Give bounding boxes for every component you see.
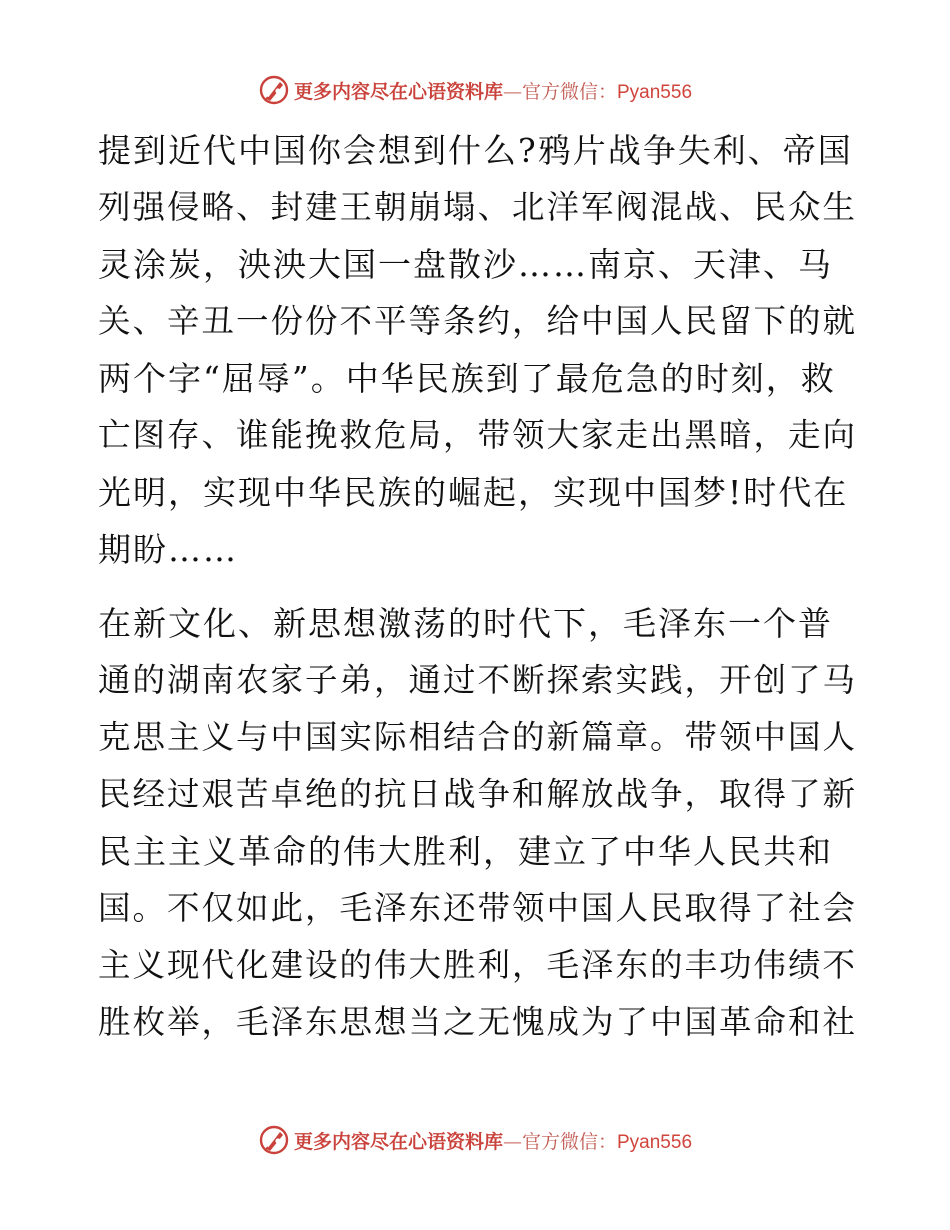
header-wechat-account: Pyan556 [617, 81, 693, 103]
header-wechat-label: 官方微信： [521, 80, 617, 103]
text-line: 民经过艰苦卓绝的抗日战争和解放战争，取得了新 [98, 775, 858, 813]
text-line: 克思主义与中国实际相结合的新篇章。带领中国人 [98, 718, 858, 756]
footer-dash: — [502, 1130, 522, 1153]
text-line: 国。不仅如此，毛泽东还带领中国人民取得了社会 [98, 889, 858, 927]
text-line: 在新文化、新思想激荡的时代下，毛泽东一个普 [98, 604, 833, 643]
header-brand-text: 更多内容尽在心语资料库 [293, 80, 503, 103]
paragraph-1 [98, 122, 858, 578]
header-banner-text [294, 77, 692, 104]
text-line: 光明，实现中华民族的崛起，实现中国梦!时代在 [98, 473, 849, 512]
text-line: 通的湖南农家子弟，通过不断探索实践，开创了马 [98, 661, 858, 699]
paragraph-2 [98, 595, 858, 1051]
quill-logo-icon [258, 1124, 290, 1156]
paragraph-spacer [98, 578, 858, 595]
footer-brand-text: 更多内容尽在心语资料库 [293, 1130, 503, 1153]
footer-banner-text [294, 1127, 692, 1154]
text-line: 胜枚举，毛泽东思想当之无愧成为了中国革命和社 [98, 1003, 858, 1041]
header-banner [0, 70, 950, 110]
document-body [98, 122, 858, 1051]
text-line: 关、辛丑一份份不平等条约，给中国人民留下的就 [98, 302, 858, 340]
text-line: 两个字“屈辱”。中华民族到了最危急的时刻，救 [98, 359, 836, 398]
text-line: 提到近代中国你会想到什么?鸦片战争失利、帝国 [98, 131, 853, 170]
text-line: 灵涂炭，泱泱大国一盘散沙……南京、天津、马 [98, 245, 833, 284]
header-dash: — [502, 80, 522, 103]
footer-wechat-account: Pyan556 [617, 1131, 693, 1153]
text-line: 列强侵略、封建王朝崩塌、北洋军阀混战、民众生 [98, 188, 858, 226]
text-line: 主义现代化建设的伟大胜利，毛泽东的丰功伟绩不 [98, 946, 858, 984]
text-line: 期盼…… [98, 530, 238, 569]
footer-wechat-label: 官方微信： [521, 1130, 617, 1153]
text-line: 亡图存、谁能挽救危局，带领大家走出黑暗，走向 [98, 416, 858, 454]
quill-logo-icon [258, 74, 290, 106]
text-line: 民主主义革命的伟大胜利，建立了中华人民共和 [98, 832, 833, 871]
footer-banner [0, 1120, 950, 1160]
